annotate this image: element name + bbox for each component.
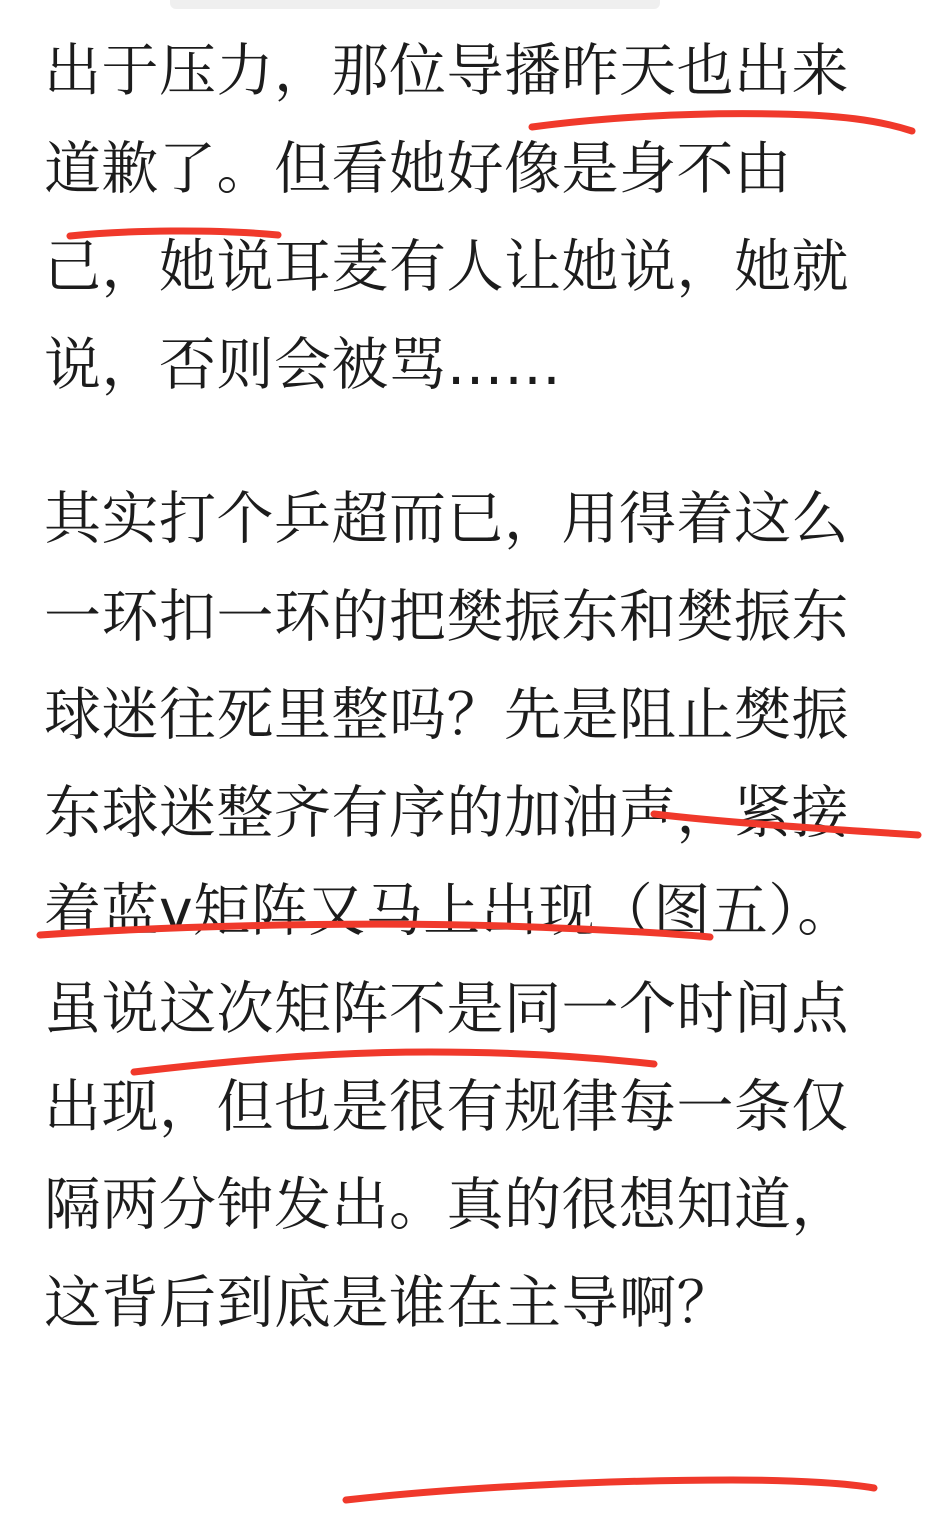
paragraph-2: 其实打个乒超而已，用得着这么一环扣一环的把樊振东和樊振东球迷往死里整吗？先是阻止樊振东球迷整齐有序的加油声，紧接着蓝v矩阵又马上出现（图五）。虽说这次矩阵不是同一个时间点出现，但也是很有规律每一条仅隔两分钟发出。真的很想知道，这背后到底是谁在主导啊？ (44, 486, 855, 1336)
paragraph-1: 出于压力，那位导播昨天也出来道歉了。但看她好像是身不由己，她说耳麦有人让她说，她就说，否则会被骂…… (44, 38, 849, 398)
underline-annotation-6 (342, 1470, 880, 1510)
article-body (44, 22, 906, 1352)
top-ui-strip (170, 0, 660, 9)
